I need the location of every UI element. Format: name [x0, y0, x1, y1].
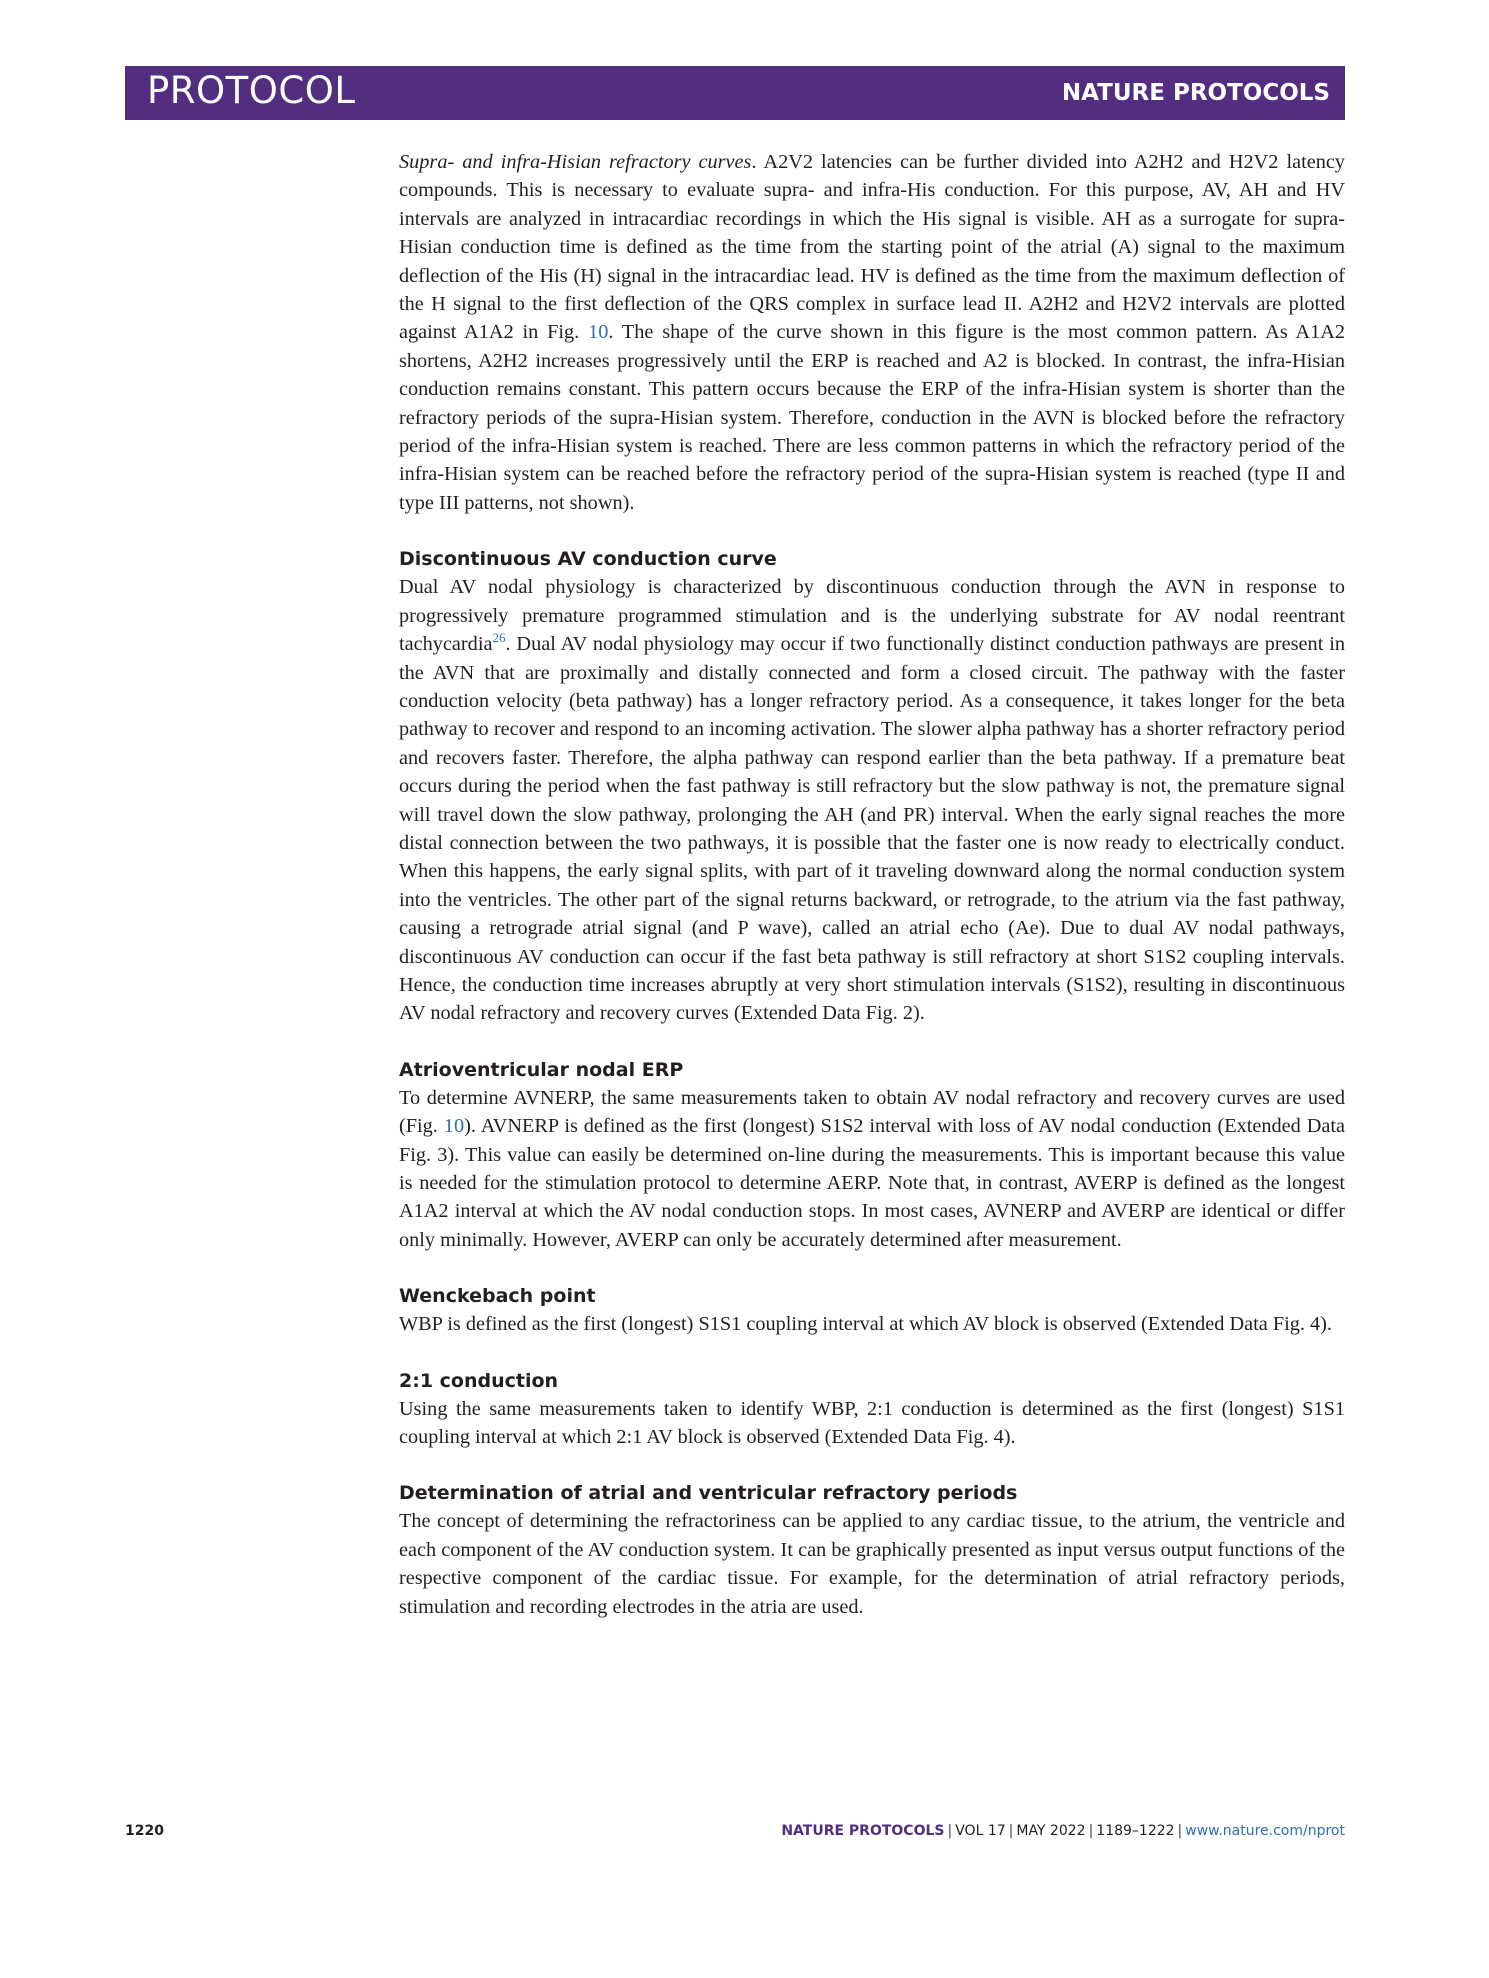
section-heading-2-1-conduction: 2:1 conduction: [399, 1369, 559, 1392]
citation-footer: NATURE PROTOCOLS | VOL 17 | MAY 2022 | 1189–1222 | www.nature.com/nprot: [781, 1823, 1345, 1839]
page-header: [125, 66, 1345, 120]
article-body: [399, 148, 1345, 1621]
section-heading-refractory-periods: Determination of atrial and ventricular refractory periods: [399, 1482, 1018, 1505]
paragraph-2-1-conduction: Using the same measurements taken to identify WBP, 2:1 conduction is determined as the first (longest) S1S1 coupling interval at which 2:1 AV block is observed (Extended Data Fig. 4).: [399, 1397, 1345, 1449]
journal-name: NATURE PROTOCOLS: [1061, 80, 1330, 106]
paragraph-refractory-periods: The concept of determining the refractoriness can be applied to any cardiac tissue, to the atrium, the ventricle and each component of the AV conduction system. It can be graphically presented as input versus output functions of the respective component of the cardiac tissue. For example, for the determination of atrial refractory periods, stimulation and recording electrodes in the atria are used.: [399, 1510, 1345, 1618]
section-label: PROTOCOL: [147, 69, 356, 112]
paragraph-supra-infra-hisian: Supra- and infra-Hisian refractory curves. A2V2 latencies can be further divided into A2H2 and H2V2 latency compounds. This is necessary to evaluate supra- and infra-His conduction. For this purpose, AV, AH and HV intervals are analyzed in intracardiac recordings in which the His signal is visible. AH as a surrogate for supra-Hisian conduction time is defined as the time from the starting point of the atrial (A) signal to the maximum deflection of the His (H) signal in the intracardiac lead. HV is defined as the time from the maximum deflection of the H signal to the first deflection of the QRS complex in surface lead II. A2H2 and H2V2 intervals are plotted against A1A2 in Fig. 10. The shape of the curve shown in this figure is the most common pattern. As A1A2 shortens, A2H2 increases progressively until the ERP is reached and A2 is blocked. In contrast, the infra-Hisian conduction remains constant. This pattern occurs because the ERP of the infra-Hisian system is shorter than the refractory periods of the supra-Hisian system. Therefore, conduction in the AVN is blocked before the refractory period of the infra-Hisian system is reached. There are less common patterns in which the refractory period of the infra-Hisian system can be reached before the refractory period of the supra-Hisian system is reached (type II and type III patterns, not shown).: [399, 151, 1345, 514]
paragraph-av-nodal-erp: To determine AVNERP, the same measurements taken to obtain AV nodal refractory and recovery curves are used (Fig. 10). AVNERP is defined as the first (longest) S1S2 interval with loss of AV nodal conduction (Extended Data Fig. 3). This value can easily be determined on-line during the measurements. This is important because this value is needed for the stimulation protocol to determine AERP. Note that, in contrast, AVERP is defined as the longest A1A2 interval at which the AV nodal conduction stops. In most cases, AVNERP and AVERP are identical or differ only minimally. However, AVERP can only be accurately determined after measurement.: [399, 1086, 1346, 1251]
section-heading-av-nodal-erp: Atrioventricular nodal ERP: [399, 1058, 684, 1081]
section-heading-discontinuous-av: Discontinuous AV conduction curve: [399, 548, 777, 571]
footer-volume: VOL 17: [955, 1823, 1006, 1839]
paragraph-lead: Supra- and infra-Hisian refractory curves: [399, 151, 752, 173]
footer-journal: NATURE PROTOCOLS: [781, 1823, 945, 1839]
footer-url[interactable]: www.nature.com/nprot: [1185, 1823, 1345, 1839]
page-number: 1220: [125, 1823, 164, 1839]
reference-link[interactable]: 26: [492, 630, 506, 646]
footer-pages: 1189–1222: [1096, 1823, 1175, 1839]
paragraph-discontinuous-av: Dual AV nodal physiology is characterized by discontinuous conduction through the AVN in response to progressively premature programmed stimulation and is the underlying substrate for AV nodal reentrant tachycardia$^{26}$. Dual AV nodal physiology may occur if two functionally distinct conduction pathways are present in the AVN that are proximally and distally connected and form a closed circuit. The pathway with the faster conduction velocity (beta pathway) has a longer refractory period. As a consequence, it takes longer for the beta pathway to recover and respond to an incoming activation. The slower alpha pathway has a shorter refractory period and recovers faster. Therefore, the alpha pathway can respond earlier than the beta pathway. If a premature beat occurs during the period when the fast pathway is still refractory but the slow pathway is not, the premature signal will travel down the slow pathway, prolonging the AH (and PR) interval. When the early signal reaches the more distal connection between the two pathways, it is possible that the faster one is now ready to electrically conduct. When this happens, the early signal splits, with part of it traveling downward along the normal conduction system into the ventricles. The other part of the signal returns backward, or retrograde, to the atrium via the fast pathway, causing a retrograde atrial signal (and P wave), called an atrial echo (Ae). Due to dual AV nodal pathways, discontinuous AV conduction can occur if the fast beta pathway is still refractory at short S1S2 coupling intervals. Hence, the conduction time increases abruptly at very short stimulation intervals (S1S2), resulting in discontinuous AV nodal refractory and recovery curves (Extended Data Fig. 2).: [399, 576, 1345, 1025]
figure-link[interactable]: 10: [588, 321, 609, 344]
figure-link[interactable]: 10: [443, 1115, 465, 1138]
footer-date: MAY 2022: [1016, 1823, 1086, 1839]
paragraph-wenckebach: WBP is defined as the first (longest) S1S1 coupling interval at which AV block is observed (Extended Data Fig. 4).: [399, 1313, 1332, 1336]
section-heading-wenckebach: Wenckebach point: [399, 1285, 596, 1308]
